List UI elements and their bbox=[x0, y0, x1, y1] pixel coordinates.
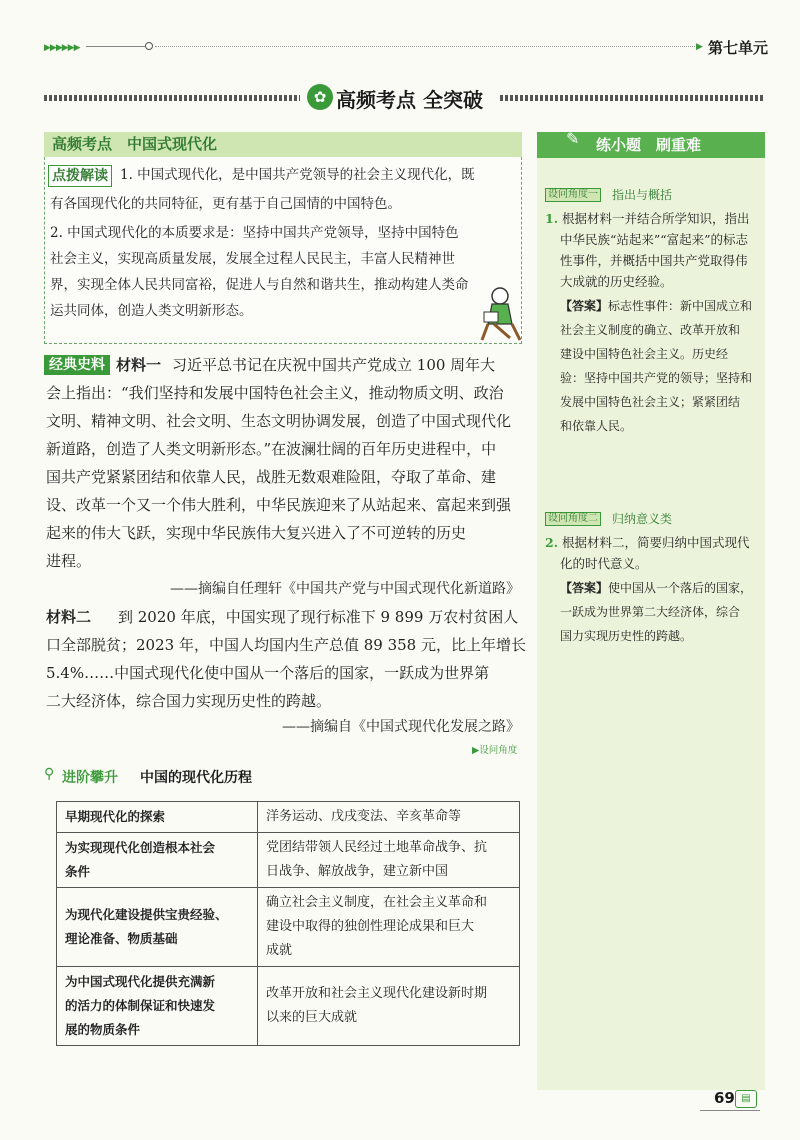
material-one-line: 起来的伟大飞跃，实现中华民族伟大复兴进入了不可逆转的历史 bbox=[46, 524, 467, 542]
question-one: 1. 根据材料一并结合所学知识，指出 bbox=[545, 211, 750, 226]
table-cell: 改革开放和社会主义现代化建设新时期 以来的巨大成就 bbox=[258, 967, 520, 1046]
material-two-line: 5.4%……中国式现代化使中国从一个落后的国家，一跃成为世界第 bbox=[46, 664, 490, 682]
material-one-line: 会上指出：“我们坚持和发展中国特色社会主义，推动物质文明、政治 bbox=[46, 384, 504, 402]
material-two-line: 二大经济体，综合国力实现历史性的跨越。 bbox=[46, 692, 332, 710]
material-two-title: 材料二 bbox=[46, 608, 92, 626]
key-point-line: 界，实现全体人民共同富裕，促进人与自然和谐共生，推动构建人类命 bbox=[50, 277, 469, 293]
material-one-source: ——摘编自任理轩《中国共产党与中国式现代化新道路》 bbox=[170, 581, 520, 597]
header-dot bbox=[145, 42, 153, 50]
table-row bbox=[57, 967, 520, 1046]
answer-one-line: 社会主义制度的确立、改革开放和 bbox=[560, 323, 741, 337]
answer-two: 【答案】使中国从一个落后的国家， bbox=[560, 581, 753, 595]
table-cell: 为实现现代化创造根本社会 条件 bbox=[57, 833, 258, 888]
table-row bbox=[57, 888, 520, 967]
question-two-type: 归纳意义类 bbox=[612, 512, 673, 526]
key-point-line: 运共同体，创造人类文明新形态。 bbox=[50, 303, 253, 319]
key-point-header-text: 高频考点 中国式现代化 bbox=[52, 135, 218, 153]
material-two-source: ——摘编自《中国式现代化发展之路》 bbox=[282, 719, 520, 735]
table-cell: 为中国式现代化提供充满新 的活力的体制保证和快速发 展的物质条件 bbox=[57, 967, 258, 1046]
header-triangle-icon: ▶ bbox=[696, 42, 703, 52]
practice-title: 练小题 刷重难 bbox=[596, 136, 702, 154]
header-rule bbox=[86, 46, 146, 47]
table-cell: 早期现代化的探索 bbox=[57, 802, 258, 833]
material-one-line: 习近平总书记在庆祝中国共产党成立 100 周年大 bbox=[172, 356, 496, 374]
key-point-line: 有各国现代化的共同特征，更有基于自己国情的中国特色。 bbox=[50, 196, 401, 212]
table-cell: 为现代化建设提供宝贵经验、 理论准备、物质基础 bbox=[57, 888, 258, 967]
unit-title: 第七单元 bbox=[708, 39, 769, 57]
history-table bbox=[56, 801, 520, 1046]
badge-icon: ✿ bbox=[307, 84, 333, 110]
footer-rule bbox=[700, 1110, 760, 1111]
table-row bbox=[57, 802, 520, 833]
header-dotted-rule bbox=[155, 46, 695, 47]
header-arrows-icon: ▶▶▶▶▶▶ bbox=[44, 43, 80, 53]
table-cell: 洋务运动、戊戌变法、辛亥革命等 bbox=[258, 802, 520, 833]
classic-materials-label: 经典史料 bbox=[44, 355, 110, 375]
material-one-line: 文明、精神文明、社会文明、生态文明协调发展，创造了中国式现代化 bbox=[46, 412, 512, 430]
question-one-line: 中华民族“站起来”“富起来”的标志 bbox=[560, 232, 749, 247]
book-icon: ▤ bbox=[735, 1090, 757, 1108]
material-two-line: 口全部脱贫；2023 年，中国人均国内生产总值 89 358 元，比上年增长 bbox=[46, 636, 526, 654]
answer-one: 【答案】标志性事件：新中国成立和 bbox=[560, 299, 753, 313]
question-one-tag: 设问角度一 bbox=[545, 188, 601, 202]
answer-one-line: 建设中国特色社会主义。历史经 bbox=[560, 347, 729, 361]
key-point-line: 2. 中国式现代化的本质要求是：坚持中国共产党领导，坚持中国特色 bbox=[50, 225, 459, 241]
question-two-tag: 设问角度二 bbox=[545, 512, 601, 526]
table-row bbox=[57, 833, 520, 888]
question-one-line: 大成就的历史经验。 bbox=[560, 274, 673, 289]
key-point-line: 1. 中国式现代化，是中国共产党领导的社会主义现代化，既 bbox=[120, 167, 475, 183]
reading-person-icon bbox=[470, 282, 530, 342]
question-two-line: 化的时代意义。 bbox=[560, 556, 648, 571]
question-one-line: 性事件，并概括中国共产党取得伟 bbox=[560, 253, 748, 268]
question-angle-link[interactable]: ▶设问角度 bbox=[472, 745, 518, 756]
answer-one-line: 和依靠人民。 bbox=[560, 419, 633, 433]
key-point-header bbox=[44, 132, 522, 157]
table-cell: 确立社会主义制度，在社会主义革命和 建设中取得的独创性理论成果和巨大 成就 bbox=[258, 888, 520, 967]
advance-title: 中国的现代化历程 bbox=[140, 770, 252, 786]
ladder-icon: ⚲ bbox=[44, 766, 55, 782]
advance-label: 进阶攀升 bbox=[62, 770, 118, 786]
table-cell: 党团结带领人民经过土地革命战争、抗 日战争、解放战争，建立新中国 bbox=[258, 833, 520, 888]
material-one-line: 进程。 bbox=[46, 552, 92, 570]
banner-rule-left bbox=[44, 95, 300, 101]
answer-one-line: 验：坚持中国共产党的领导；坚持和 bbox=[560, 371, 753, 385]
key-point-label: 点拨解读 bbox=[48, 165, 112, 187]
banner-title: 高频考点 全突破 bbox=[336, 88, 483, 112]
answer-two-line: 一跃成为世界第二大经济体，综合 bbox=[560, 605, 741, 619]
material-one-line: 国共产党紧紧团结和依靠人民，战胜无数艰难险阻，夺取了革命、建 bbox=[46, 468, 497, 486]
student-icon: ✎ bbox=[566, 129, 580, 148]
banner-rule-right bbox=[500, 95, 764, 101]
material-two-line: 到 2020 年底，中国实现了现行标准下 9 899 万农村贫困人 bbox=[118, 608, 519, 626]
question-one-type: 指出与概括 bbox=[612, 188, 673, 202]
page-number: 69 bbox=[714, 1089, 735, 1107]
answer-one-line: 发展中国特色社会主义；紧紧团结 bbox=[560, 395, 741, 409]
material-one-title: 材料一 bbox=[116, 356, 162, 374]
material-one-line: 设、改革一个又一个伟大胜利，中华民族迎来了从站起来、富起来到强 bbox=[46, 496, 512, 514]
material-one-line: 新道路，创造了人类文明新形态。”在波澜壮阔的百年历史进程中，中 bbox=[46, 440, 497, 458]
answer-two-line: 国力实现历史性的跨越。 bbox=[560, 629, 693, 643]
key-point-line: 社会主义，实现高质量发展，发展全过程人民民主，丰富人民精神世 bbox=[50, 251, 455, 267]
question-two: 2. 根据材料二，简要归纳中国式现代 bbox=[545, 535, 750, 550]
